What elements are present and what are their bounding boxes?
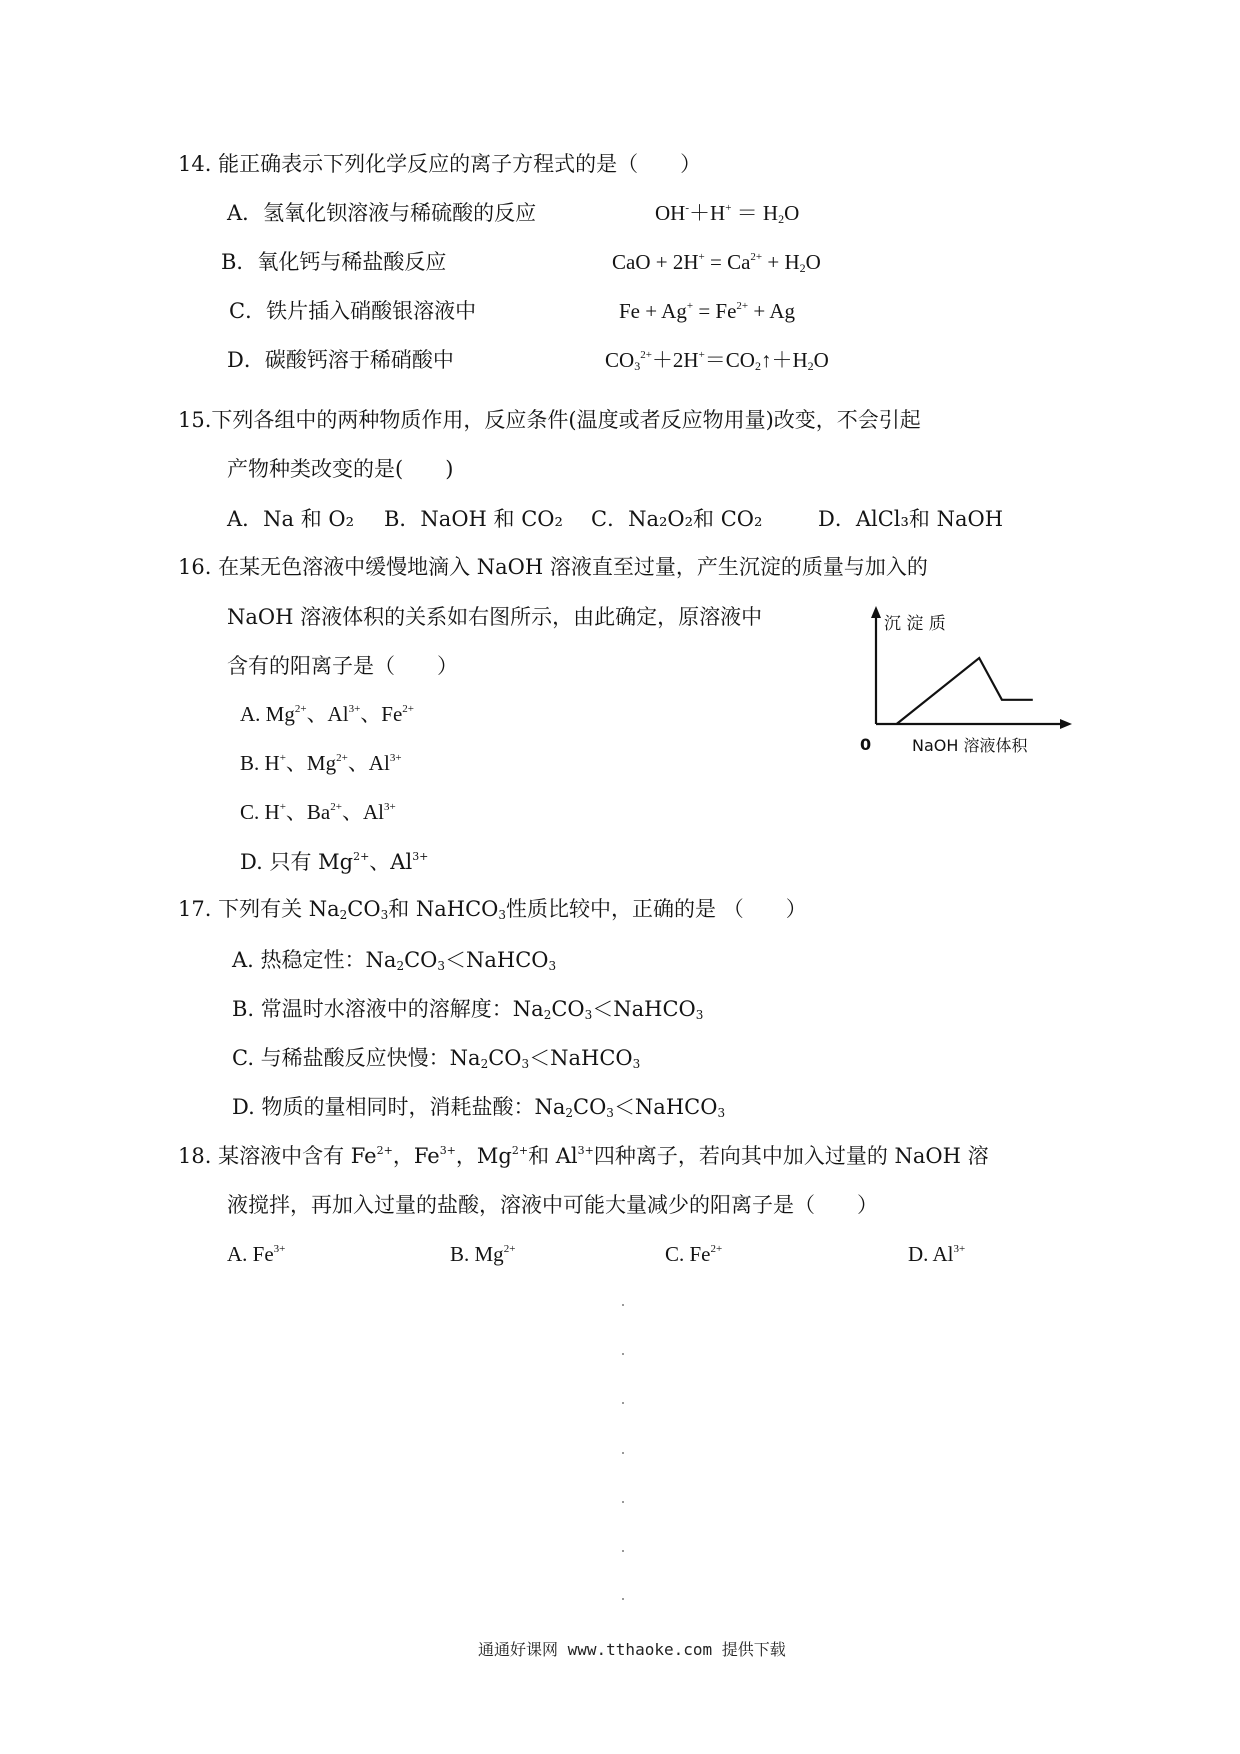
q17-option-c: C. 与稀盐酸反应快慢：$Na_2CO_3<NaHCO_3$ [232, 1046, 641, 1071]
q16-option-b: B. H+、$Mg^{2+}$、$Al^{3+}$ [240, 751, 402, 775]
q14-stem: 14. 能正确表示下列化学反应的离子方程式的是（ ） [178, 152, 702, 176]
q17-option-b: B. 常温时水溶液中的溶解度：$Na_2CO_3<NaHCO_3$ [232, 997, 704, 1022]
chart-y-axis-arrow [871, 606, 881, 618]
q16-stem: 16. 在某无色溶液中缓慢地滴入 NaOH 溶液直至过量，产生沉淀的质量与加入的 [178, 555, 928, 579]
q16-stem-line2: NaOH 溶液体积的关系如右图所示，由此确定，原溶液中 [227, 605, 763, 629]
q17-option-d: D. 物质的量相同时，消耗盐酸：$Na_2CO_3<NaHCO_3$ [232, 1095, 726, 1120]
q16-option-a: A. $Mg^{2+}$、$Al^{3+}$、$Fe^{2+}$ [240, 702, 414, 726]
page-dot [622, 1353, 624, 1355]
q18-option-a: A. $Fe^{3+}$ [227, 1242, 286, 1266]
q17-option-a-label: A. 热稳定性： [232, 948, 366, 972]
q15-option-c: C．Na₂O₂和 CO₂ [591, 507, 763, 531]
q14-option-a-equation: $OH^-+H^+ = H_2O$ [655, 201, 800, 226]
q17-stem-part2: 和 [388, 897, 410, 921]
chart-x-label: NaOH 溶液体积 [912, 736, 1028, 755]
chart-x-axis-arrow [1060, 719, 1072, 729]
q17-option-d-label: D. 物质的量相同时，消耗盐酸： [232, 1095, 535, 1119]
q18-stem-line2: 液搅拌，再加入过量的盐酸，溶液中可能大量减少的阳离子是（ ） [227, 1193, 878, 1217]
q15-stem-line2: 产物种类改变的是( ) [227, 457, 454, 481]
page-dot [622, 1452, 624, 1454]
chart-series-line [897, 658, 1033, 724]
q16-option-c: C. H+、$Ba^{2+}$、$Al^{3+}$ [240, 800, 396, 824]
q15-option-b: B．NaOH 和 CO₂ [384, 507, 563, 531]
q17-stem: 17. 下列有关 $Na_2CO_3$和 NaHCO$_3$性质比较中，正确的是 （ ） [178, 897, 807, 922]
q14-option-a [227, 199, 536, 227]
q17-stem-part1: 17. 下列有关 [178, 897, 303, 921]
q14-option-c-equation: $Fe + Ag^+ = Fe^{2+} + Ag$ [619, 299, 795, 323]
q18-option-b: B. $Mg^{2+}$ [450, 1242, 516, 1266]
q15-option-d: D．AlCl₃和 NaOH [818, 507, 1004, 531]
page-dot [622, 1550, 624, 1552]
q14-option-c [229, 297, 476, 325]
q17-option-a: A. 热稳定性：$Na_2CO_3<NaHCO_3$ [232, 948, 557, 973]
q14-option-c-label: C．铁片插入硝酸银溶液中 [229, 299, 477, 323]
q18-stem: 18. 某溶液中含有 $Fe^{2+}$，$Fe^{3+}$，$Mg^{2+}$和 $Al^{3+}$四种离子，若向其中加入过量的 NaOH 溶 [178, 1144, 989, 1168]
chart-origin-label: 0 [860, 735, 872, 754]
q15-option-a: A．Na 和 O₂ [227, 507, 355, 531]
q18-option-d: D. $Al^{3+}$ [908, 1242, 966, 1266]
q14-option-b [221, 248, 446, 276]
q14-option-d-equation: $CO_3^{2+}+2H^+=CO_2↑+H_2O$ [605, 348, 829, 373]
q14-option-b-label: B．氧化钙与稀盐酸反应 [221, 250, 447, 274]
q16-option-d: D. 只有 $Mg^{2+}$、$Al^{3+}$ [240, 850, 429, 874]
q16-option-d-prefix: D. 只有 [240, 850, 312, 874]
q16-precipitate-chart [860, 600, 1080, 760]
q14-option-d-label: D．碳酸钙溶于稀硝酸中 [227, 348, 454, 372]
q14-option-b-equation: CaO + $2H^+ = Ca^{2+} + H_2O$ [612, 250, 821, 275]
q17-option-b-label: B. 常温时水溶液中的溶解度： [232, 997, 513, 1021]
page-dot [622, 1501, 624, 1503]
chart-y-label: 沉 淀 质 [884, 614, 946, 634]
q17-stem-part3: 性质比较中，正确的是 （ ） [506, 897, 807, 921]
page-dot [622, 1402, 624, 1404]
q14-option-d [227, 346, 454, 374]
q18-option-c: C. $Fe^{2+}$ [665, 1242, 723, 1266]
page-footer: 通通好课网 www.tthaoke.com 提供下载 [478, 1640, 786, 1659]
q15-stem: 15.下列各组中的两种物质作用，反应条件(温度或者反应物用量)改变，不会引起 [178, 408, 921, 432]
q16-stem-line3: 含有的阳离子是（ ） [227, 654, 458, 678]
page-dot [622, 1598, 624, 1600]
q17-option-c-label: C. 与稀盐酸反应快慢： [232, 1046, 450, 1070]
q14-option-a-label: A．氢氧化钡溶液与稀硫酸的反应 [227, 201, 537, 225]
page-dot [622, 1304, 624, 1306]
